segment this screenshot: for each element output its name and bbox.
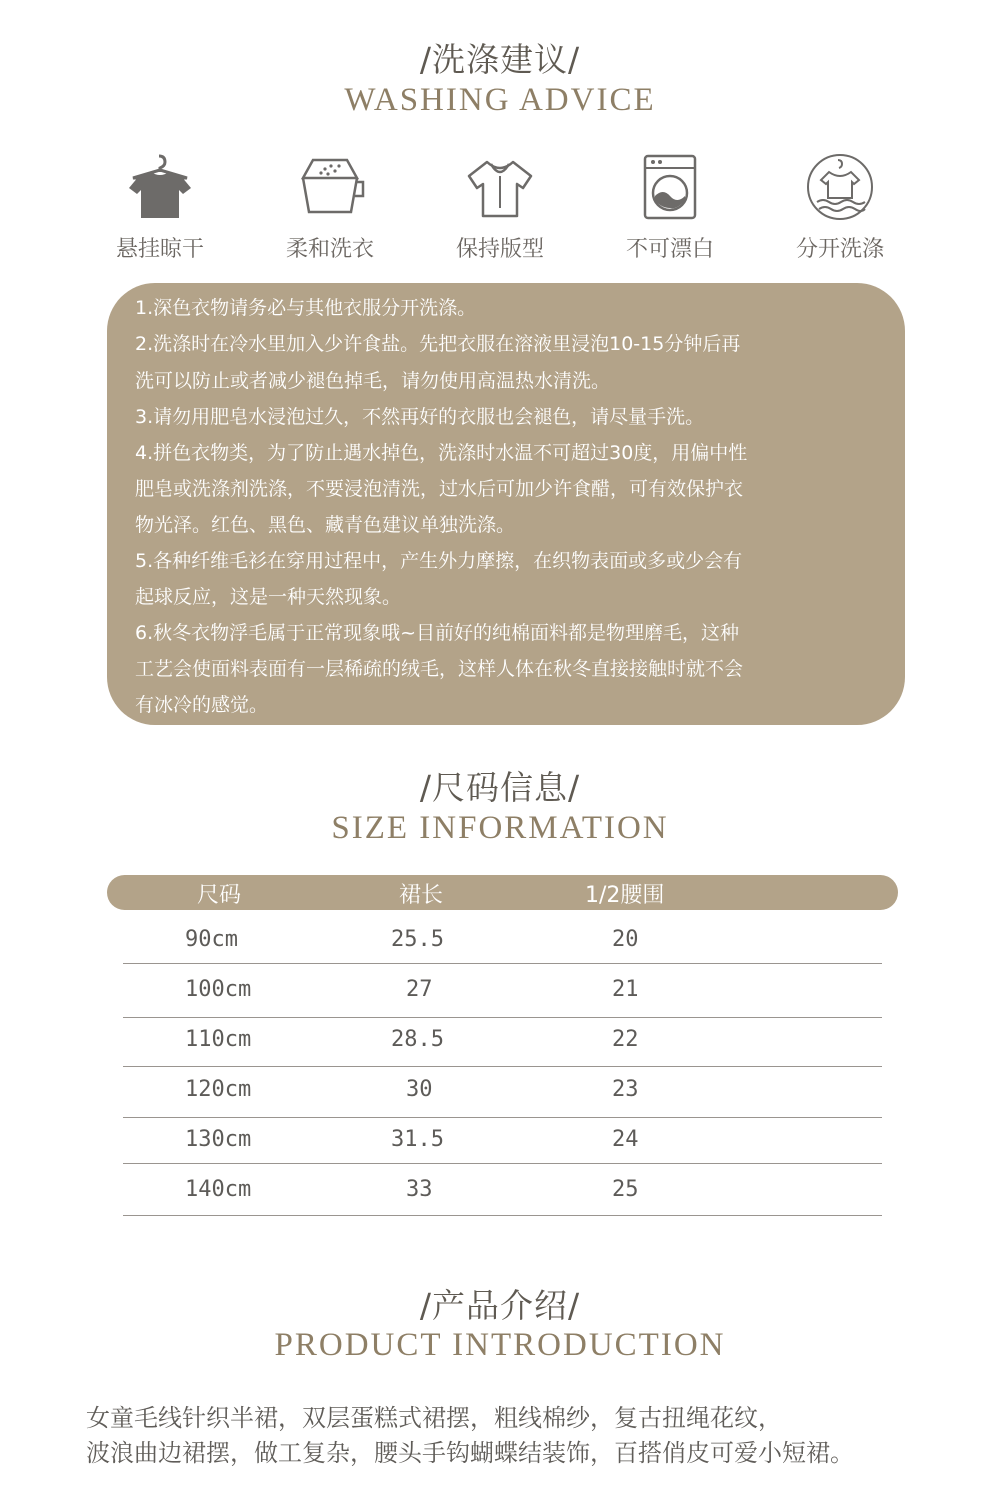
note-line: 1.深色衣物请务必与其他衣服分开洗涤。 [135, 297, 477, 319]
cell-size: 140cm [185, 1177, 252, 1202]
icon-keep-shape [420, 152, 580, 272]
size-table-header [107, 875, 898, 910]
icon-label: 柔和洗衣 [285, 237, 374, 262]
note-line: 3.请勿用肥皂水浸泡过久，不然再好的衣服也会褪色，请尽量手洗。 [135, 406, 705, 428]
separate-wash-icon [805, 152, 875, 222]
header-half-waist: 1/2腰围 [585, 883, 665, 908]
washing-title-cn: /洗涤建议/ [419, 40, 581, 79]
note-line: 洗可以防止或者减少褪色掉毛，请勿使用高温热水清洗。 [135, 370, 611, 392]
size-title-en: SIZE INFORMATION [331, 810, 669, 846]
cell-skirt-length: 33 [406, 1177, 433, 1202]
cell-skirt-length: 30 [406, 1077, 433, 1102]
hanging-shirt-icon [125, 152, 195, 222]
cell-half-waist: 21 [612, 977, 639, 1002]
row-divider [123, 1215, 882, 1216]
row-divider [123, 1117, 882, 1118]
note-line: 工艺会使面料表面有一层稀疏的绒毛，这样人体在秋冬直接接触时就不会 [135, 658, 744, 680]
row-divider [123, 1066, 882, 1067]
note-line: 4.拼色衣物类，为了防止遇水掉色，洗涤时水温不可超过30度，用偏中性 [135, 442, 748, 464]
row-divider [123, 1163, 882, 1164]
icon-label: 不可漂白 [625, 237, 714, 262]
washing-machine-icon [635, 152, 705, 222]
cell-size: 110cm [185, 1027, 252, 1052]
cell-skirt-length: 31.5 [391, 1127, 444, 1152]
product-title-cn: /产品介绍/ [419, 1286, 581, 1325]
icon-gentle-wash [250, 152, 410, 272]
cell-half-waist: 24 [612, 1127, 639, 1152]
washing-title-en: WASHING ADVICE [344, 82, 656, 118]
wash-basin-icon [295, 152, 365, 222]
cell-size: 100cm [185, 977, 252, 1002]
row-divider [123, 1017, 882, 1018]
cell-size: 130cm [185, 1127, 252, 1152]
note-line: 5.各种纤维毛衫在穿用过程中，产生外力摩擦，在织物表面或多或少会有 [135, 550, 743, 572]
cell-skirt-length: 27 [406, 977, 433, 1002]
note-line: 物光泽。红色、黑色、藏青色建议单独洗涤。 [135, 514, 516, 536]
size-title-cn: /尺码信息/ [419, 768, 581, 807]
product-title-en: PRODUCT INTRODUCTION [274, 1327, 726, 1363]
product-intro-line: 女童毛线针织半裙，双层蛋糕式裙摆，粗线棉纱，复古扭绳花纹， [86, 1404, 782, 1432]
tshirt-outline-icon [465, 152, 535, 222]
cell-skirt-length: 25.5 [391, 927, 444, 952]
cell-half-waist: 20 [612, 927, 639, 952]
note-line: 起球反应，这是一种天然现象。 [135, 586, 402, 608]
header-skirt-length: 裙长 [399, 883, 444, 908]
icon-hanging-dry [80, 152, 240, 272]
cell-half-waist: 22 [612, 1027, 639, 1052]
icon-label: 悬挂晾干 [115, 237, 204, 262]
cell-size: 90cm [185, 927, 238, 952]
icon-label: 保持版型 [455, 237, 544, 262]
header-size: 尺码 [197, 883, 242, 908]
cell-size: 120cm [185, 1077, 252, 1102]
icon-no-bleach [590, 152, 750, 272]
icon-label: 分开洗涤 [795, 237, 884, 262]
note-line: 有冰冷的感觉。 [135, 694, 269, 716]
cell-half-waist: 23 [612, 1077, 639, 1102]
note-line: 2.洗涤时在冷水里加入少许食盐。先把衣服在溶液里浸泡10-15分钟后再 [135, 333, 741, 355]
row-divider [123, 963, 882, 964]
cell-half-waist: 25 [612, 1177, 639, 1202]
cell-skirt-length: 28.5 [391, 1027, 444, 1052]
icon-separate-wash [760, 152, 920, 272]
product-intro-line: 波浪曲边裙摆，做工复杂，腰头手钩蝴蝶结装饰，百搭俏皮可爱小短裙。 [86, 1439, 854, 1467]
note-line: 肥皂或洗涤剂洗涤，不要浸泡清洗，过水后可加少许食醋，可有效保护衣 [135, 478, 744, 500]
note-line: 6.秋冬衣物浮毛属于正常现象哦~目前好的纯棉面料都是物理磨毛，这种 [135, 622, 740, 644]
